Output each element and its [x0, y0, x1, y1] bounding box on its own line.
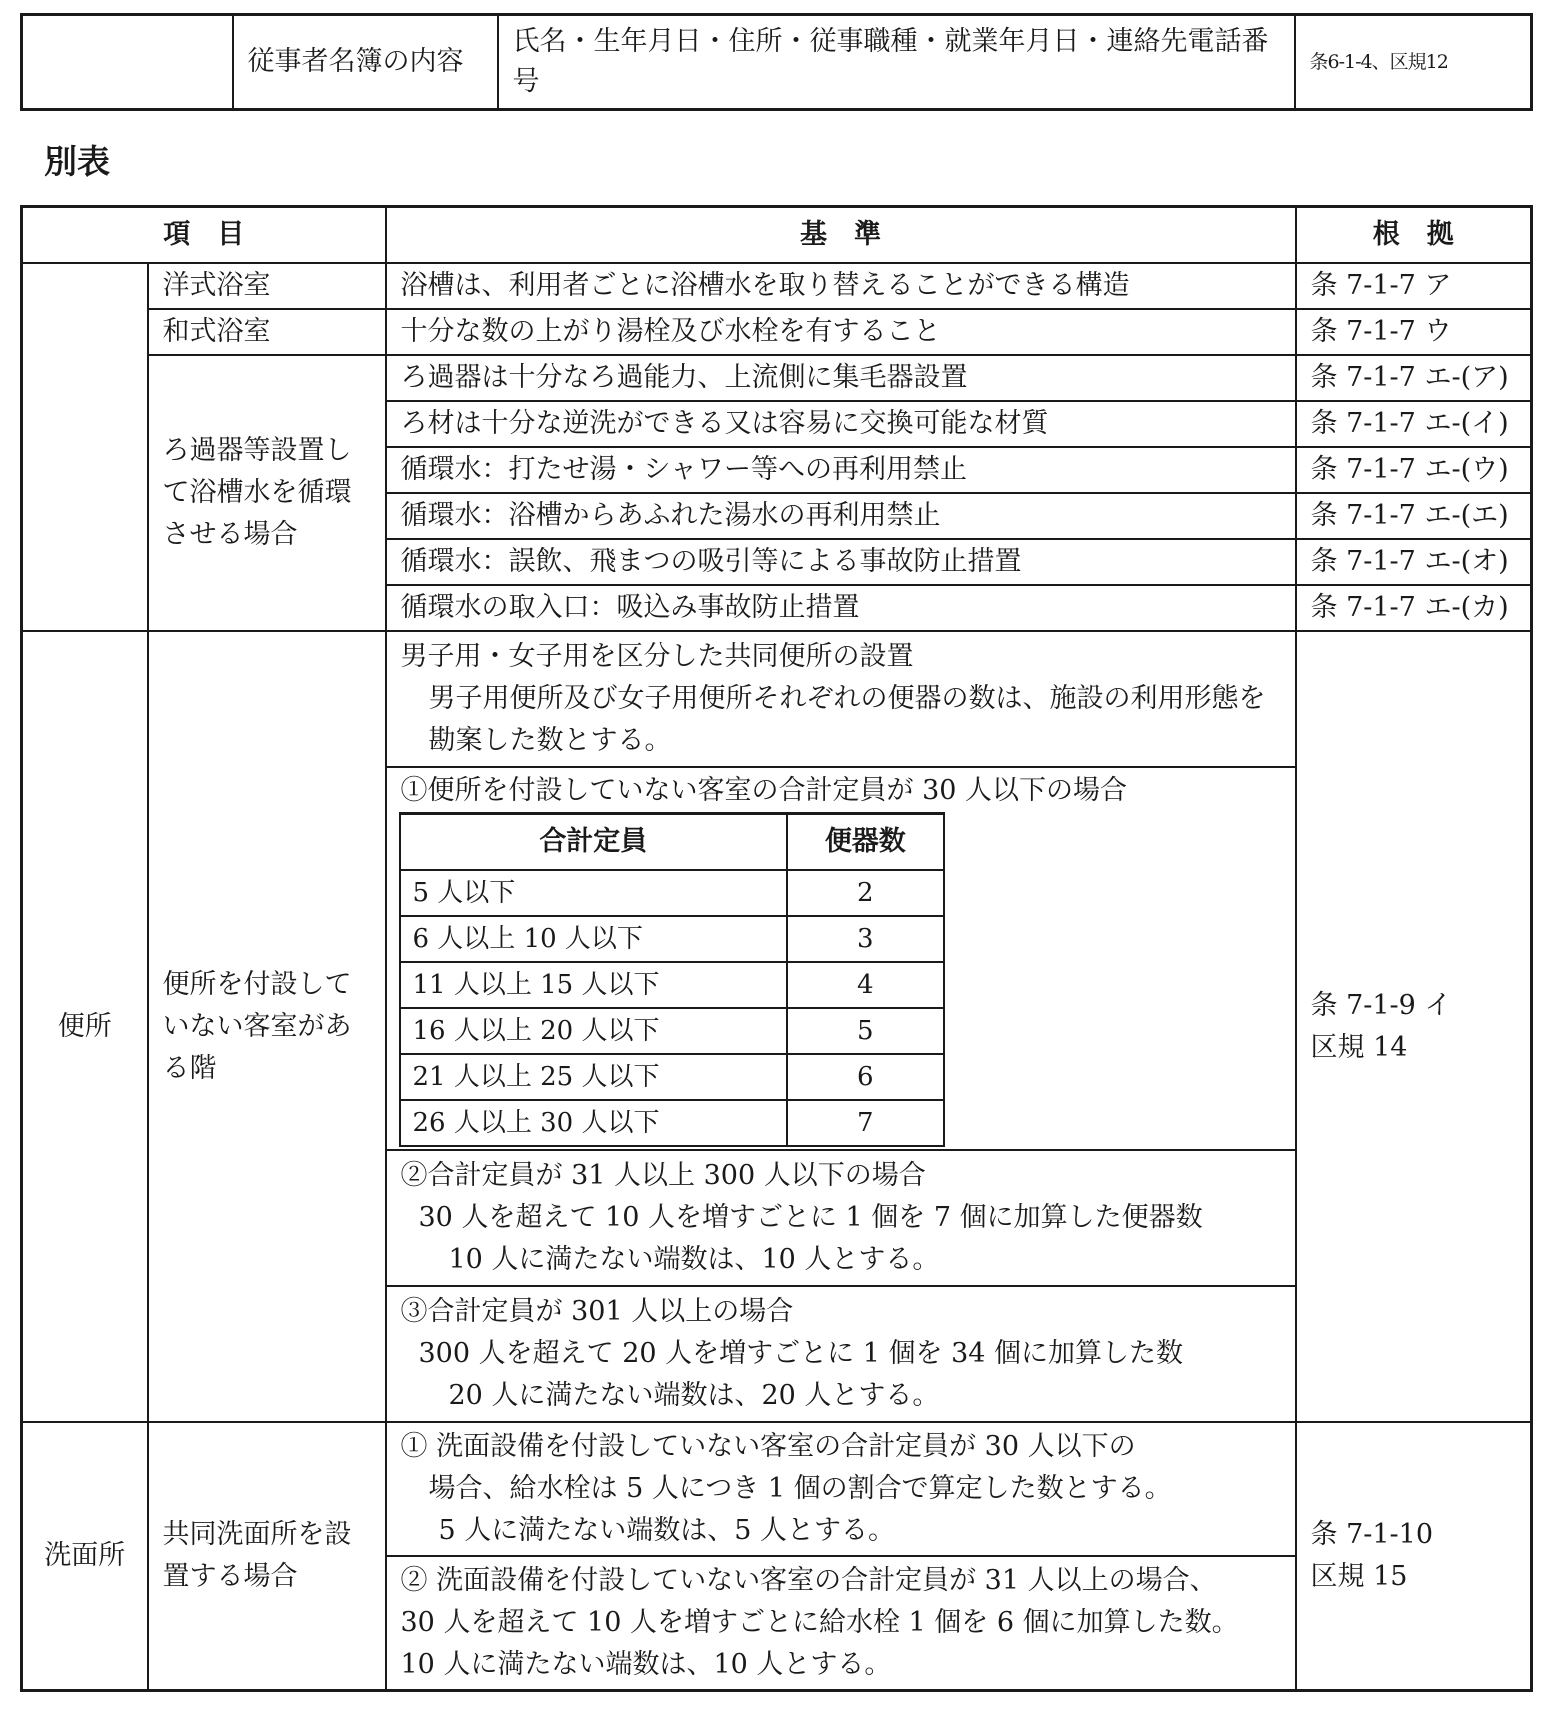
toilet-case3-cell — [386, 1286, 1296, 1422]
filter-basis: 条 7-1-7 エ-(カ) — [1296, 585, 1532, 631]
table-row — [22, 309, 1532, 355]
washroom-basis-cell — [1296, 1422, 1532, 1691]
washroom-case2-line2: 30 人を超えて 10 人を増すごとに給水栓 1 個を 6 個に加算した数。 — [400, 1607, 1239, 1638]
header-item: 項 目 — [22, 207, 386, 264]
filter-basis: 条 7-1-7 エ-(オ) — [1296, 539, 1532, 585]
bath-category-cell — [22, 263, 148, 631]
top-continuation-table — [20, 13, 1533, 111]
washroom-case2-line1: ② 洗面設備を付設していない客室の合計定員が 31 人以上の場合、 — [400, 1565, 1217, 1596]
toilet-case3-line1: 300 人を超えて 20 人を増すごとに 1 個を 34 個に加算した数 — [418, 1338, 1184, 1369]
washroom-case2-cell — [386, 1556, 1296, 1691]
capacity-cell: 11 人以上 15 人以下 — [400, 962, 788, 1008]
capacity-cell: 6 人以上 10 人以下 — [400, 916, 788, 962]
employee-roster-row — [22, 15, 1532, 110]
col-capacity-header: 合計定員 — [400, 814, 788, 871]
table-row — [400, 870, 944, 916]
toilet-category: 便所 — [22, 631, 148, 1422]
washroom-case1-line2: 場合、給水栓は 5 人につき 1 個の割合で算定した数とする。 — [428, 1473, 1172, 1504]
washroom-case1-line1: ① 洗面設備を付設していない客室の合計定員が 30 人以下の — [400, 1431, 1136, 1462]
toilet-intro-cell — [386, 631, 1296, 767]
filter-standard: 循環水：誤飲、飛まつの吸引等による事故防止措置 — [386, 539, 1296, 585]
roster-value: 氏名・生年月日・住所・従事職種・就業年月日・連絡先電話番号 — [498, 15, 1295, 110]
washroom-case2-line3: 10 人に満たない端数は、10 人とする。 — [400, 1649, 892, 1680]
header-standard: 基 準 — [386, 207, 1296, 264]
count-cell: 2 — [787, 870, 943, 916]
table-row — [22, 355, 1532, 401]
capacity-cell: 16 人以上 20 人以下 — [400, 1008, 788, 1054]
toilet-case1-title: ①便所を付設していない客室の合計定員が 30 人以下の場合 — [400, 775, 1128, 806]
washroom-basis-line1: 条 7-1-10 — [1310, 1519, 1434, 1550]
capacity-cell: 5 人以下 — [400, 870, 788, 916]
toilet-case3-title: ③合計定員が 301 人以上の場合 — [400, 1296, 794, 1327]
count-cell: 6 — [787, 1054, 943, 1100]
table-row — [400, 1008, 944, 1054]
toilet-case2-title: ②合計定員が 31 人以上 300 人以下の場合 — [400, 1160, 926, 1191]
inner-header-row — [400, 814, 944, 871]
toilet-case3-line2: 20 人に満たない端数は、20 人とする。 — [448, 1380, 940, 1411]
bath-western-label: 洋式浴室 — [148, 263, 386, 309]
roster-reference: 条6-1-4、区規12 — [1295, 15, 1532, 110]
col-count-header: 便器数 — [787, 814, 943, 871]
table-row — [22, 1422, 1532, 1556]
bath-western-standard: 浴槽は、利用者ごとに浴槽水を取り替えることができる構造 — [386, 263, 1296, 309]
filter-standard: ろ過器は十分なろ過能力、上流側に集毛器設置 — [386, 355, 1296, 401]
bath-filter-label: ろ過器等設置して浴槽水を循環させる場合 — [148, 355, 386, 631]
filter-basis: 条 7-1-7 エ-(ア) — [1296, 355, 1532, 401]
table-row — [22, 263, 1532, 309]
bath-western-basis: 条 7-1-7 ア — [1296, 263, 1532, 309]
count-cell: 7 — [787, 1100, 943, 1146]
filter-standard: ろ材は十分な逆洗ができる又は容易に交換可能な材質 — [386, 401, 1296, 447]
washroom-basis-line2: 区規 15 — [1310, 1561, 1408, 1592]
toilet-label: 便所を付設していない客室がある階 — [148, 631, 386, 1422]
toilet-basis-line2: 区規 14 — [1310, 1031, 1408, 1063]
bath-japanese-standard: 十分な数の上がり湯栓及び水栓を有すること — [386, 309, 1296, 355]
filter-standard: 循環水：打たせ湯・シャワー等への再利用禁止 — [386, 447, 1296, 493]
header-basis: 根 拠 — [1296, 207, 1532, 264]
section-title: 別表 — [44, 142, 110, 181]
toilet-case1-cell — [386, 767, 1296, 1150]
table-row — [22, 631, 1532, 767]
filter-basis: 条 7-1-7 エ-(エ) — [1296, 493, 1532, 539]
filter-basis: 条 7-1-7 エ-(ウ) — [1296, 447, 1532, 493]
table-row — [400, 916, 944, 962]
washroom-label: 共同洗面所を設置する場合 — [148, 1422, 386, 1691]
standards-table — [20, 205, 1533, 1692]
table-row — [400, 1100, 944, 1146]
filter-standard: 循環水の取入口：吸込み事故防止措置 — [386, 585, 1296, 631]
toilet-intro-line2: 男子用便所及び女子用便所それぞれの便器の数は、施設の利用形態を勘案した数とする。 — [428, 683, 1266, 756]
blank-cell — [22, 15, 233, 110]
capacity-cell: 26 人以上 30 人以下 — [400, 1100, 788, 1146]
toilet-intro-line1: 男子用・女子用を区分した共同便所の設置 — [400, 641, 914, 672]
table-row — [400, 962, 944, 1008]
toilet-case2-cell — [386, 1150, 1296, 1286]
bath-japanese-label: 和式浴室 — [148, 309, 386, 355]
roster-label: 従事者名簿の内容 — [233, 15, 498, 110]
table-row — [400, 1054, 944, 1100]
count-cell: 4 — [787, 962, 943, 1008]
capacity-cell: 21 人以上 25 人以下 — [400, 1054, 788, 1100]
toilet-basis-line1: 条 7-1-9 イ — [1310, 989, 1452, 1021]
count-cell: 3 — [787, 916, 943, 962]
toilet-case2-line2: 10 人に満たない端数は、10 人とする。 — [448, 1244, 940, 1275]
toilet-case2-line1: 30 人を超えて 10 人を増すごとに 1 個を 7 個に加算した便器数 — [418, 1202, 1203, 1233]
toilet-count-table — [399, 812, 945, 1147]
washroom-category: 洗面所 — [22, 1422, 148, 1691]
filter-basis: 条 7-1-7 エ-(イ) — [1296, 401, 1532, 447]
count-cell: 5 — [787, 1008, 943, 1054]
washroom-case1-cell — [386, 1422, 1296, 1556]
header-row — [22, 207, 1532, 264]
washroom-case1-line3: 5 人に満たない端数は、5 人とする。 — [438, 1515, 896, 1546]
toilet-basis-cell — [1296, 631, 1532, 1422]
filter-standard: 循環水：浴槽からあふれた湯水の再利用禁止 — [386, 493, 1296, 539]
bath-japanese-basis: 条 7-1-7 ウ — [1296, 309, 1532, 355]
